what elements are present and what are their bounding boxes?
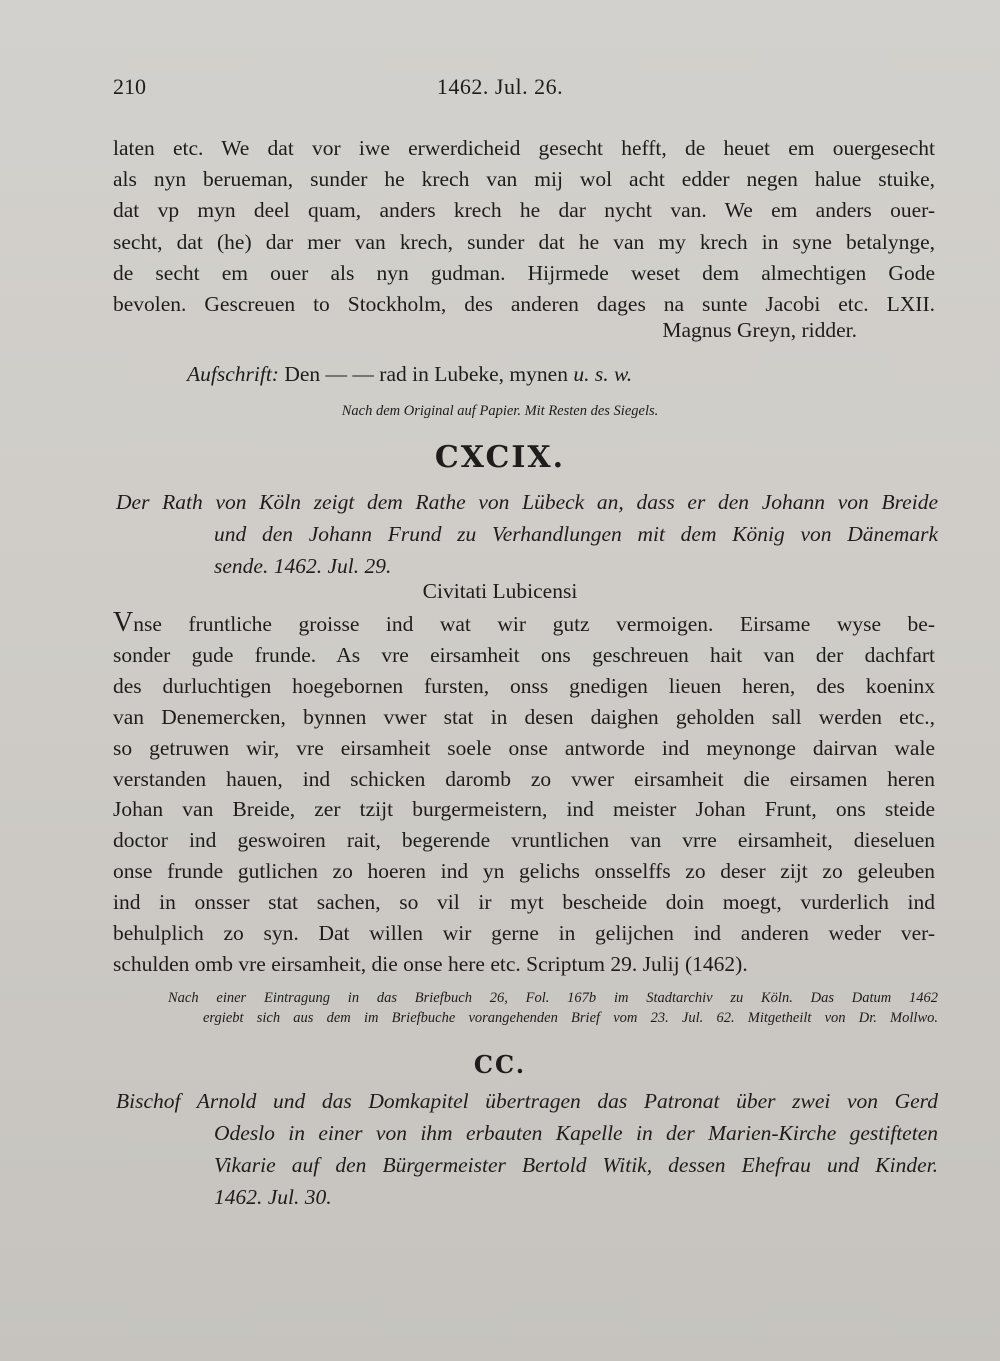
regest-line: Bischof Arnold und das Domkapitel übertragen das Patronat über zwei von Gerd: [116, 1089, 938, 1113]
initial-letter: V: [113, 607, 134, 638]
letter-body: [113, 609, 935, 980]
signature: Magnus Greyn, ridder.: [662, 318, 857, 342]
text-line: Johan van Breide, zer tzijt burgermeistern, ind meister Johan Frunt, ons steide: [113, 797, 935, 822]
text-line: so getruwen wir, vre eirsamheit soele onse antworde ind meynonge dairvan wale: [113, 735, 935, 760]
running-head: 1462. Jul. 26.: [436, 74, 564, 99]
text-line: sonder gude frunde. As vre eirsamheit ons geschreuen hait van der dachfart: [113, 642, 935, 667]
regest-line: Vikarie auf den Bürgermeister Bertold Witik, dessen Ehefrau und Kinder.: [214, 1153, 938, 1177]
document-number: CXCIX.: [434, 440, 566, 475]
aufschrift: [187, 362, 632, 387]
aufschrift-abbr: u. s. w.: [573, 362, 633, 386]
regest-line: und den Johann Frund zu Verhandlungen mit dem König von Dänemark: [214, 522, 938, 546]
regest: [116, 486, 938, 582]
regest: [116, 1085, 938, 1213]
text-line: verstanden hauen, ind schicken daromb zo vwer eirsamheit die eirsamen heren: [113, 766, 935, 791]
regest-line: sende. 1462. Jul. 29.: [214, 554, 392, 578]
regest-line: 1462. Jul. 30.: [214, 1185, 332, 1209]
source-note: [168, 988, 938, 1028]
text-line: onse frunde gutlichen zo hoeren ind yn gelichs onsselffs zo deser zijt zo geleuben: [113, 859, 935, 884]
regest-line: Der Rath von Köln zeigt dem Rathe von Lübeck an, dass er den Johann von Breide: [116, 490, 938, 514]
text-line: van Denemercken, bynnen vwer stat in desen daighen geholden sall werden etc.,: [113, 704, 935, 729]
note-line: Nach einer Eintragung in das Briefbuch 26, Fol. 167b im Stadtarchiv zu Köln. Das Datum 1462: [168, 990, 938, 1006]
text-line: des durluchtigen hoegebornen fursten, onss gnedigen lieuen heren, des koeninx: [113, 673, 935, 698]
text-line: behulplich zo syn. Dat willen wir gerne in gelijchen ind anderen weder ver-: [113, 921, 935, 946]
address-line: Civitati Lubicensi: [422, 579, 578, 603]
text-line: bevolen. Gescreuen to Stockholm, des anderen dages na sunte Jacobi etc. LXII.: [113, 292, 935, 317]
text-line: de secht em ouer als nyn gudman. Hijrmede weset dem almechtigen Gode: [113, 260, 935, 285]
note-line: ergiebt sich aus dem im Briefbuche vorangehenden Brief vom 23. Jul. 62. Mitgetheilt von Dr. Mollwo.: [203, 1010, 938, 1026]
aufschrift-label: Aufschrift:: [187, 362, 279, 386]
page-number: 210: [113, 74, 146, 99]
text-line: secht, dat (he) dar mer van krech, sunder dat he van my krech in syne betalynge,: [113, 229, 935, 254]
letter-end-text: [113, 133, 935, 320]
first-line-text: nse fruntliche groisse ind wat wir gutz vermoigen. Eirsame wyse be-: [133, 612, 935, 636]
text-line: als nyn berueman, sunder he krech van mij wol acht edder negen halue stuike,: [113, 167, 935, 192]
text-line: dat vp myn deel quam, anders krech he dar nycht van. We em anders ouer-: [113, 198, 935, 223]
text-line: laten etc. We dat vor iwe erwerdicheid gesecht hefft, de heuet em ouergesecht: [113, 136, 935, 160]
text-line: ind in onsser stat sachen, so vil ir myt bescheide doin moegt, vurderlich ind: [113, 890, 935, 915]
text-line: schulden omb vre eirsamheit, die onse here etc. Scriptum 29. Julij (1462).: [113, 951, 748, 976]
text-line: [113, 609, 935, 640]
regest-line: Odeslo in einer von ihm erbauten Kapelle in der Marien-Kirche gestifteten: [214, 1121, 938, 1145]
source-note: Nach dem Original auf Papier. Mit Resten des Siegels.: [341, 403, 659, 419]
text-line: doctor ind geswoiren rait, begerende vruntlichen van vrre eirsamheit, dieseluen: [113, 828, 935, 853]
document-number: CC.: [473, 1050, 527, 1079]
aufschrift-text: Den — — rad in Lubeke, mynen: [284, 362, 568, 386]
